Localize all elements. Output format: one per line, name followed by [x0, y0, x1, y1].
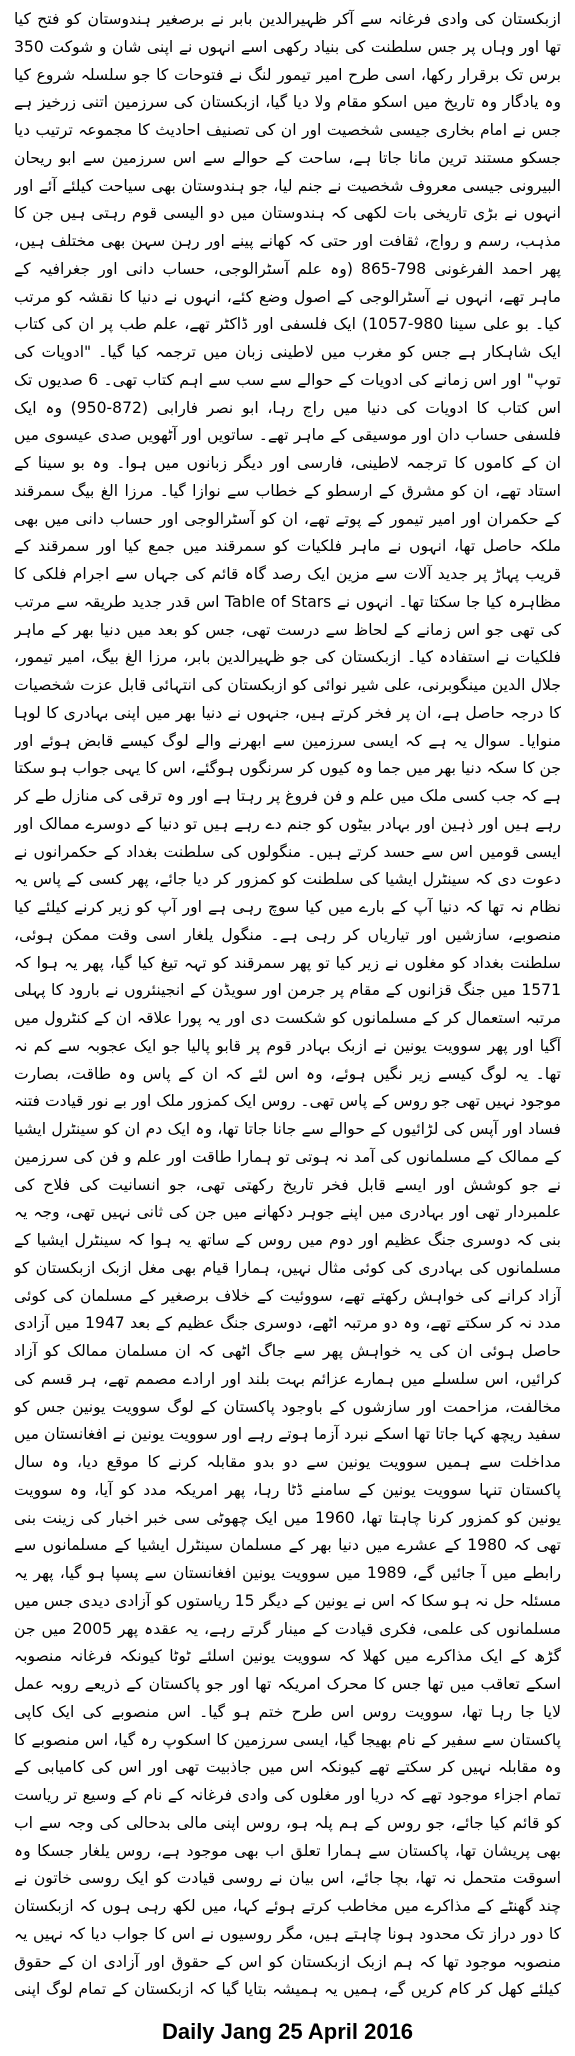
article-body — [14, 6, 561, 2006]
source-caption: Daily Jang 25 April 2016 — [161, 2019, 414, 2044]
article-paragraph: ازبکستان کی وادی فرغانہ سے آکر ظہیرالدین بابر نے برصغیر ہندوستان کو فتح کیا تھا اور وہاں پر جس سلطنت کی بنیاد رکھی اسے انہوں نے اپنی شان و شوکت 350 برس تک برقرار رکھا، اسی طرح امیر تیمور لنگ نے فتوحات کا جو سلسلہ شروع کیا وہ یادگار وہ تاریخ میں اسکو مقام ولا دیا گیا، ازبکستان کی سرزمین اتنی زرخیز ہے جس نے امام بخاری جیسی شخصیت اور ان کی تصنیف احادیث کا مجموعہ ترتیب دیا جسکو مستند ترین مانا جاتا ہے، ساحت کے حوالے سے اس سرزمین سے ابو ریحان البیرونی جیسی معروف شخصیت نے جنم لیا، جو ہندوستان بھی سیاحت کیلئے آئے اور انہوں نے بڑی تاریخی بات لکھی کہ ہندوستان میں دو الیسی قوم رہتی ہیں جن کا مذہب، رسم و رواج، ثقافت اور حتی کہ کھانے پینے اور رہن سہن بھی مختلف ہیں، پھر احمد الفرغونی 798-865 (وہ علم آسٹرالوجی، حساب دانی اور جغرافیہ کے ماہر تھے، انہوں نے آسٹرالوجی کے اصول وضع کئے، انہوں نے دنیا کا نقشہ کو مرتب کیا۔ بو علی سینا 980-1057) ایک فلسفی اور ڈاکٹر تھے، علم طب پر ان کی کتاب ایک شاہکار ہے جس کو مغرب میں لاطینی زبان میں ترجمہ کیا گیا۔ "ادویات کی توپ" اور اس زمانے کی ادویات کے حوالے سے سب سے اہم کتاب تھی۔ 6 صدیوں تک اس کتاب کا ادویات کی دنیا میں راج رہا، ابو نصر فارابی (872-950) وہ ایک فلسفی حساب دان اور موسیقی کے ماہر تھے۔ ساتویں اور آٹھویں صدی عیسوی میں ان کے کاموں کا ترجمہ لاطینی، فارسی اور دیگر زبانوں میں ہوا۔ وہ بو سینا کے استاد تھے، ان کو مشرق کے ارسطو کے خطاب سے نوازا گیا۔ مرزا الغ بیگ سمرقند کے حکمران اور امیر تیمور کے پوتے تھے، ان کو آسٹرالوجی اور حساب دانی میں بھی ملکہ حاصل تھا، انہوں نے ماہر فلکیات کو سمرقند میں جمع کیا اور سمرقند کے قریب پہاڑ پر جدید آلات سے مزین ایک رصد گاہ قائم کی جہاں سے اجرام فلکی کا مظاہرہ کیا جا سکتا تھا۔ انہوں نے Table of Stars اس قدر جدید طریقہ سے مرتب کی تھی جو اس زمانے کے لحاظ سے درست تھی، جس کو بعد میں دنیا بھر کے ماہر فلکیات نے استفادہ کیا۔ ازبکستان کی جو ظہیرالدین بابر، مرزا الغ بیگ، امیر تیمور، جلال الدین مینگوبرنی، علی شیر نوائی کو ازبکستان کی انتہائی قابل عزت شخصیات کا درجہ حاصل ہے، ان پر فخر کرتے ہیں، جنہوں نے دنیا بھر میں اپنی بہادری کا لوہا منوایا۔ سوال یہ ہے کہ ایسی سرزمین سے ابھرنے والے لوگ کیسے قابض ہوئے اور جن کا سکہ دنیا بھر میں جما وہ کیوں کر سرنگوں ہوگئے، اس کا یہی جواب ہو سکتا ہے کہ جب کسی ملک میں علم و فن فروغ پر رہتا ہے اور وہ ترقی کی منازل طے کر رہے ہیں اور ذہین اور بہادر بیٹوں کو جنم دے رہے ہیں تو دنیا کے دوسرے ممالک اور ایسی قومیں اس سے حسد کرتے ہیں۔ منگولوں کی سلطنت بغداد کے حکمرانوں نے دعوت دی کہ سینٹرل ایشیا کی سلطنت کو کمزور کر دیا جائے، پھر کسی کے پاس یہ نظام نہ تھا کہ دنیا آپ کے بارے میں کیا سوچ رہی ہے اور آپ کو زیر کرنے کیلئے کیا منصوبے، سازشیں اور تیاریاں کر رہی ہے۔ منگول یلغار اسی وقت ممکن ہوئی، سلطنت بغداد کو مغلوں نے زیر کیا تو پھر سمرقند کو تہہ تیغ کیا گیا، پھر یہ ہوا کہ 1571 میں جنگ قزانوں کے مقام پر جرمن اور سویڈن کے انجینئروں نے بارود کا پہلی مرتبہ استعمال کر کے مسلمانوں کو شکست دی اور یہ پورا علاقہ ان کے کنٹرول میں آگیا اور پھر سوویت یونین نے ازبک بہادر قوم پر قابو پالیا جو ایک عجوبہ سے کم نہ تھا۔ یہ لوگ کیسے زیر نگیں ہوئے، وہ اس لئے کہ ان کے پاس وہ طاقت، بصارت موجود نہیں تھی جو روس کے پاس تھی۔ روس ایک کمزور ملک اور بے نور قیادت فتنہ فساد اور آپس کی لڑائیوں کے حوالے سے جانا جاتا تھا، وہ ایک دم ان کو سینٹرل ایشیا کے ممالک کے مسلمانوں کی آمد نہ ہوتی تو ہمارا طاقت اور علم و فن کی سرزمین نے جو کوشش اور ایسے قابل فخر تاریخ رکھتی تھی، جو انسانیت کی فلاح کی علمبردار تھی اور بہادری میں اپنے جوہر دکھانے میں جن کی ثانی نہیں تھی، وجہ یہ بنی کہ دوسری جنگ عظیم اور دوم میں روس کے ساتھ یہ ہوا کہ سینٹرل ایشیا کے مسلمانوں کی بہادری کی کوئی مثال نہیں، ہمارا قیام بھی مغل ازبک ازبکستان کو آزاد کرانے کی خواہش رکھتے تھے، سووئیت کے خلاف برصغیر کے مسلمان کی کوئی مدد نہ کر سکتے تھے، وہ دو مرتبہ اٹھے، دوسری جنگ عظیم کے بعد 1947 میں آزادی حاصل ہوئی ان کی یہ خواہش پھر سے جاگ اٹھی کہ ان مسلمان ممالک کو آزاد کرائیں، اس سلسلے میں ہمارے عزائم بہت بلند اور ارادے مصمم تھے، ہر قسم کی مخالفت، مزاحمت اور سازشوں کے باوجود پاکستان کے لوگ سوویت یونین جس کو سفید ریچھ کہا جاتا تھا اسکے نبرد آزما ہوتے رہے اور سوویت یونین نے افغانستان میں مداخلت سے ہمیں سوویت یونین سے دو بدو مقابلہ کرنے کا موقع دیا، وہ سال پاکستان تنہا سوویت یونین کے سامنے ڈٹا رہا، پھر امریکہ مدد کو آیا، وہ سوویت یونین کو کمزور کرنا چاہتا تھا، 1960 میں ایک چھوٹی سی خبر اخبار کی زینت بنی تھی کہ 1980 کے عشرے میں دنیا بھر کے مسلمان سینٹرل ایشیا کے مسلمانوں سے رابطے میں آ جائیں گے، 1989 میں سوویت یونین افغانستان سے پسپا ہو گیا، پھر یہ مسئلہ حل نہ ہو سکا کہ اس نے یونین کے دیگر 15 ریاستوں کو آزادی دیدی جس میں مسلمانوں کی علمی، فکری قیادت کے مینار گرتے رہے، یہ عقدہ پھر 2005 میں جن گڑھ کے ایک مذاکرے میں کھلا کہ سوویت یونین اسلئے ٹوٹا کیونکہ فرغانہ منصوبہ اسکے تعاقب میں تھا جس کا محرک امریکہ تھا اور جو پاکستان کے ذریعے روبہ عمل لایا جا رہا تھا، سوویت روس اس طرح ختم ہو گیا۔ اس منصوبے کی ایک کاپی پاکستان سے سفیر کے نام بھیجا گیا، ایسی سرزمین کا اسکوپ رہ گیا، اس منصوبے کا وہ مقابلہ نہیں کر سکتے تھے کیونکہ اس میں جاذبیت تھی اور اس کی کامیابی کے تمام اجزاء موجود تھے کہ دریا اور مغلوں کی وادی فرغانہ کے نام کے وسیع تر ریاست کو قائم کیا جائے، جو روس کے ہم پلہ ہو، روس اپنی مالی بدحالی کی وجہ سے اب بھی پریشان تھا، پاکستان سے ہمارا تعلق اب بھی موجود ہے، روس یلغار جسکا وہ اسوقت متحمل نہ تھا، بچا جائے، اس بیان نے روسی قیادت کو ایک روسی خاتون نے چند گھنٹے کے مذاکرے میں مخاطب کرتے ہوئے کہا، میں لکھ رہی ہوں کہ ازبکستان کا دور دراز تک محدود ہونا چاہتے ہیں، مگر روسیوں نے اس کا جواب دیا کہ نہیں یہ منصوبہ موجود تھا کہ ہم ازبک ازبکستان کو اس کے حقوق اور آزادی ان کے حقوق کیلئے کھل کر کام کریں گے، ہمیں یہ ہمیشہ بتایا گیا کہ ازبکستان کے تمام لوگ اپنی — [14, 10, 561, 1999]
